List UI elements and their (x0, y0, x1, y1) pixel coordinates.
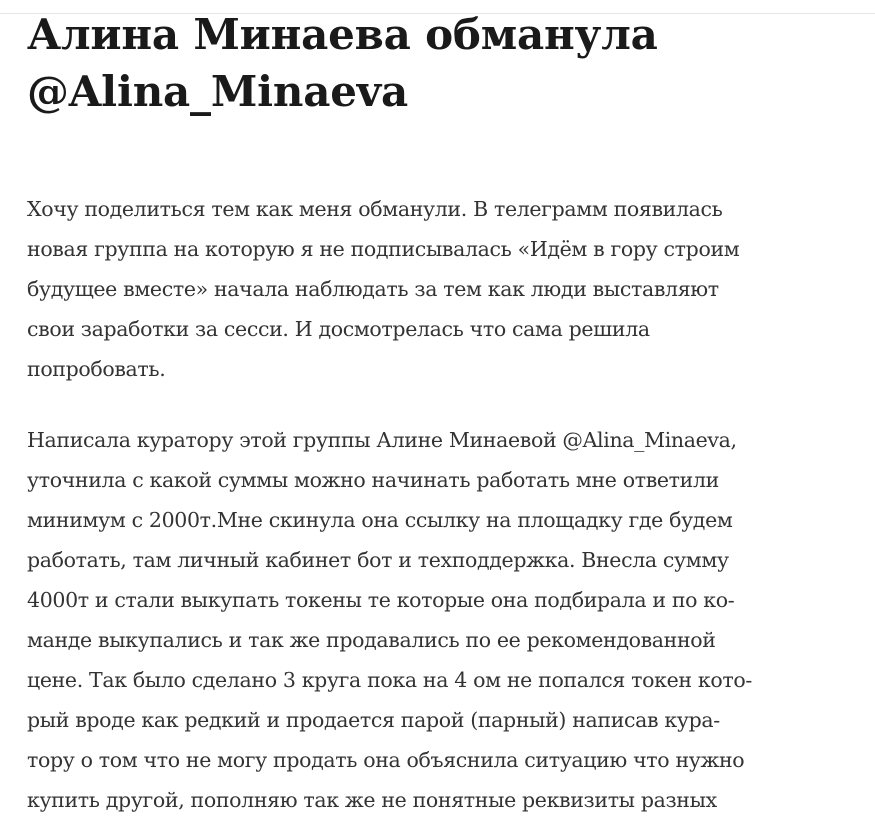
paragraph-line: купить другой, пополняю так же не понятные реквизиты разных (27, 788, 717, 812)
paragraph-line: цене. Так было сделано 3 круга пока на 4 ом не попался токен кото- (27, 668, 752, 692)
paragraph-line: рый вроде как редкий и продается парой (парный) написав кура- (27, 708, 720, 732)
paragraph-line: попробовать. (27, 357, 166, 381)
article-title (27, 6, 857, 120)
paragraph-line: Хочу поделиться тем как меня обманули. В телеграмм появилась (27, 197, 723, 221)
paragraph-line: свои заработки за сесси. И досмотрелась что сама решила (27, 317, 650, 341)
paragraph-line: новая группа на которую я не подписывалась «Идём в гору строим (27, 237, 740, 261)
paragraph-line: минимум с 2000т.Мне скинула она ссылку на площадку где будем (27, 508, 733, 532)
paragraph-line: работать, там личный кабинет бот и техподдержка. Внесла сумму (27, 548, 729, 572)
title-line: Алина Минаева обманула (27, 10, 658, 59)
article-paragraph-2 (27, 420, 857, 820)
paragraph-line: уточнила с какой суммы можно начинать работать мне ответили (27, 468, 719, 492)
paragraph-line: манде выкупались и так же продавались по ее рекомендованной (27, 628, 716, 652)
article (27, 6, 857, 820)
title-line: @Alina_Minaeva (27, 67, 408, 116)
article-paragraph-1 (27, 189, 857, 389)
paragraph-line: тору о том что не могу продать она объяснила ситуацию что нужно (27, 748, 745, 772)
paragraph-line: 4000т и стали выкупать токены те которые она подбирала и по ко- (27, 588, 735, 612)
paragraph-line: будущее вместе» начала наблюдать за тем как люди выставляют (27, 277, 719, 301)
paragraph-line: Написала куратору этой группы Алине Минаевой @Alina_Minaeva, (27, 428, 737, 452)
